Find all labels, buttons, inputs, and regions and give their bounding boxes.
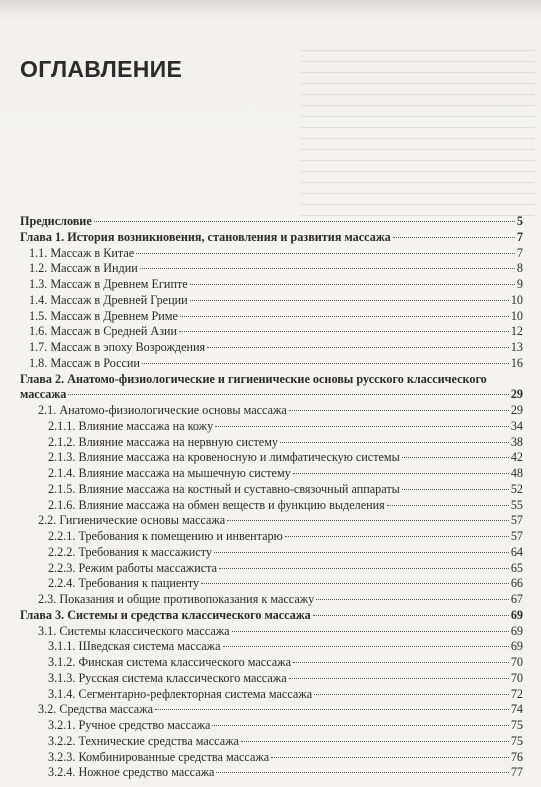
toc-entry xyxy=(20,324,523,340)
toc-page-number: 13 xyxy=(510,340,523,354)
dot-leader xyxy=(219,568,509,569)
dot-leader xyxy=(289,678,509,679)
toc-entry-text: Глава 1. История возникновения, становления и развития массажа xyxy=(20,229,391,244)
toc-entry xyxy=(20,655,523,671)
dot-leader xyxy=(179,331,509,332)
toc-entry-text: 3.2.1. Ручное средство массажа xyxy=(48,718,211,732)
toc-entry-preface xyxy=(20,214,523,230)
dot-leader xyxy=(271,757,509,758)
dot-leader xyxy=(387,505,509,506)
dot-leader xyxy=(232,631,509,632)
toc-entry xyxy=(20,293,523,309)
toc-page-number: 76 xyxy=(510,749,523,764)
toc-entry xyxy=(20,702,523,718)
toc-page-number: 16 xyxy=(510,355,523,370)
toc-entry xyxy=(20,545,523,561)
toc-entry-text: 2.1.3. Влияние массажа на кровеносную и лимфатическую системы xyxy=(48,450,400,465)
toc-page-number: 29 xyxy=(510,403,523,417)
toc-entry xyxy=(20,639,523,655)
dot-leader xyxy=(180,316,509,317)
toc-page-number: 7 xyxy=(516,229,523,244)
toc-page-number: 38 xyxy=(510,434,523,449)
toc-page-number: 8 xyxy=(516,261,523,276)
toc-page-number: 57 xyxy=(510,529,523,543)
dot-leader xyxy=(402,457,509,458)
dot-leader xyxy=(136,253,515,254)
toc-page-number: 72 xyxy=(510,686,523,701)
toc-page-number: 55 xyxy=(510,497,523,512)
toc-chapter-1 xyxy=(20,230,523,246)
toc-entry xyxy=(20,765,523,781)
toc-entry xyxy=(20,592,523,608)
toc-entry-text: 3.1. Системы классического массажа xyxy=(38,623,230,638)
toc-entry xyxy=(20,498,523,514)
toc-entry-text: 2.1.5. Влияние массажа на костный и суставно-связочный аппараты xyxy=(48,481,400,496)
toc-page-number: 34 xyxy=(510,418,523,433)
dot-leader xyxy=(293,473,509,474)
toc-entry-text: 1.4. Массаж в Древней Греции xyxy=(29,292,188,307)
toc-entry-text: Предисловие xyxy=(20,214,92,228)
toc-page-number: 57 xyxy=(510,513,523,528)
page-title: ОГЛАВЛЕНИЕ xyxy=(20,56,183,82)
toc-entry xyxy=(20,576,523,592)
page-top-shadow xyxy=(0,0,541,18)
toc-entry xyxy=(20,718,523,734)
dot-leader xyxy=(289,410,509,411)
dot-leader xyxy=(190,300,509,301)
dot-leader xyxy=(280,442,509,443)
toc-entry-text: 2.1. Анатомо-физиологические основы массажа xyxy=(38,403,287,417)
toc-entry xyxy=(20,750,523,766)
toc-entry-text: 3.1.4. Сегментарно-рефлекторная система массажа xyxy=(48,686,313,701)
toc-entry-text: 2.2.1. Требования к помещению и инвентарю xyxy=(48,529,283,543)
toc-entry-text: 2.1.1. Влияние массажа на кожу xyxy=(48,418,214,433)
dot-leader xyxy=(190,284,515,285)
dot-leader xyxy=(142,363,509,364)
dot-leader xyxy=(223,646,509,647)
dot-leader xyxy=(402,489,509,490)
dot-leader xyxy=(94,221,515,222)
dot-leader xyxy=(314,694,509,695)
toc-entry xyxy=(20,403,523,419)
toc-entry-text: Глава 3. Системы и средства классического массажа xyxy=(20,607,311,622)
toc-page-number: 52 xyxy=(510,481,523,496)
toc-entry xyxy=(20,561,523,577)
toc-entry-text: 3.2.3. Комбинированные средства массажа xyxy=(48,749,270,764)
dot-leader xyxy=(293,662,509,663)
toc-entry xyxy=(20,687,523,703)
toc-page-number: 42 xyxy=(510,450,523,465)
toc-entry-text: 3.2. Средства массажа xyxy=(38,702,154,717)
dot-leader xyxy=(214,552,509,553)
toc-page-number: 7 xyxy=(516,245,523,260)
toc-entry-text: 1.8. Массаж в России xyxy=(29,355,140,370)
toc-entry-text: 2.3. Показания и общие противопоказания к массажу xyxy=(38,592,315,606)
toc-chapter-2 xyxy=(20,387,523,403)
toc-entry xyxy=(20,309,523,325)
toc-entry-text: 1.5. Массаж в Древнем Риме xyxy=(29,308,178,323)
toc-page-number: 12 xyxy=(510,324,523,339)
toc-entry xyxy=(20,340,523,356)
toc-entry-text: 1.2. Массаж в Индии xyxy=(29,261,138,276)
toc-entry xyxy=(20,419,523,435)
toc-page-number: 67 xyxy=(510,592,523,606)
toc-entry xyxy=(20,466,523,482)
dot-leader xyxy=(241,741,509,742)
dot-leader xyxy=(216,772,508,773)
toc-entry xyxy=(20,435,523,451)
toc-page-number: 48 xyxy=(510,466,523,480)
dot-leader xyxy=(140,268,515,269)
dot-leader xyxy=(313,615,509,616)
dot-leader xyxy=(68,394,509,395)
dot-leader xyxy=(212,725,508,726)
toc-entry-text: 2.2.2. Требования к массажисту xyxy=(48,544,212,559)
toc-page-number: 70 xyxy=(510,655,523,669)
toc-page-number: 70 xyxy=(510,670,523,685)
toc-entry-text: 2.1.4. Влияние массажа на мышечную систему xyxy=(48,466,291,480)
toc-entry-text: 3.2.2. Технические средства массажа xyxy=(48,733,239,748)
toc-page-number: 10 xyxy=(510,308,523,323)
toc-page-number: 75 xyxy=(510,718,523,732)
toc-entry xyxy=(20,513,523,529)
toc-entry-text: 3.1.2. Финская система классического массажа xyxy=(48,655,291,669)
dot-leader xyxy=(393,237,515,238)
toc-chapter-3 xyxy=(20,608,523,624)
toc-page-number: 5 xyxy=(516,214,523,228)
dot-leader xyxy=(316,599,509,600)
toc-page-number: 66 xyxy=(510,576,523,591)
toc-entry xyxy=(20,450,523,466)
toc-entry xyxy=(20,277,523,293)
toc-entry-text: 2.2.4. Требования к пациенту xyxy=(48,576,200,591)
toc-entry-text: 1.3. Массаж в Древнем Египте xyxy=(29,277,188,291)
bleed-through-text xyxy=(300,50,535,220)
toc-page-number: 75 xyxy=(510,733,523,748)
toc-page-number: 69 xyxy=(510,607,523,622)
dot-leader xyxy=(155,709,509,710)
toc-entry xyxy=(20,734,523,750)
toc-entry-text: 1.7. Массаж в эпоху Возрождения xyxy=(29,340,206,354)
dot-leader xyxy=(201,583,509,584)
toc-entry xyxy=(20,482,523,498)
toc-entry xyxy=(20,246,523,262)
toc-chapter-2-line1 xyxy=(20,372,523,388)
toc-entry xyxy=(20,671,523,687)
toc-entry xyxy=(20,356,523,372)
toc-entry xyxy=(20,529,523,545)
toc-page-number: 69 xyxy=(510,639,523,654)
toc-entry-text: 2.2.3. Режим работы массажиста xyxy=(48,560,218,575)
toc-entry-text: 3.1.3. Русская система классического массажа xyxy=(48,670,287,685)
dot-leader xyxy=(215,426,509,427)
toc-page-number: 64 xyxy=(510,544,523,559)
dot-leader xyxy=(227,520,509,521)
dot-leader xyxy=(207,347,509,348)
toc-entry-text: 2.1.6. Влияние массажа на обмен веществ и функцию выделения xyxy=(48,497,385,512)
dot-leader xyxy=(285,536,509,537)
toc-entry-text: 2.1.2. Влияние массажа на нервную систему xyxy=(48,434,279,449)
toc-entry-text: 2.2. Гигиенические основы массажа xyxy=(38,513,226,528)
toc-entry-text: Глава 2. Анатомо-физиологические и гигиенические основы русского классического xyxy=(20,371,487,386)
toc-entry xyxy=(20,261,523,277)
toc-page-number: 74 xyxy=(510,702,523,717)
toc-entry-text: 3.2.4. Ножное средство массажа xyxy=(48,765,215,780)
toc-entry-text: 1.6. Массаж в Средней Азии xyxy=(29,324,178,339)
toc-page-number: 77 xyxy=(510,765,523,780)
toc-page-number: 65 xyxy=(510,560,523,575)
toc-page-number: 69 xyxy=(510,623,523,638)
toc-page-number: 10 xyxy=(510,292,523,307)
toc-entry-text: массажа xyxy=(20,387,67,402)
toc-entry xyxy=(20,624,523,640)
toc-page-number: 29 xyxy=(510,387,523,402)
toc-entry-text: 3.1.1. Шведская система массажа xyxy=(48,639,221,654)
toc-page-number: 9 xyxy=(516,277,523,291)
table-of-contents xyxy=(20,214,523,781)
toc-entry-text: 1.1. Массаж в Китае xyxy=(29,245,135,260)
